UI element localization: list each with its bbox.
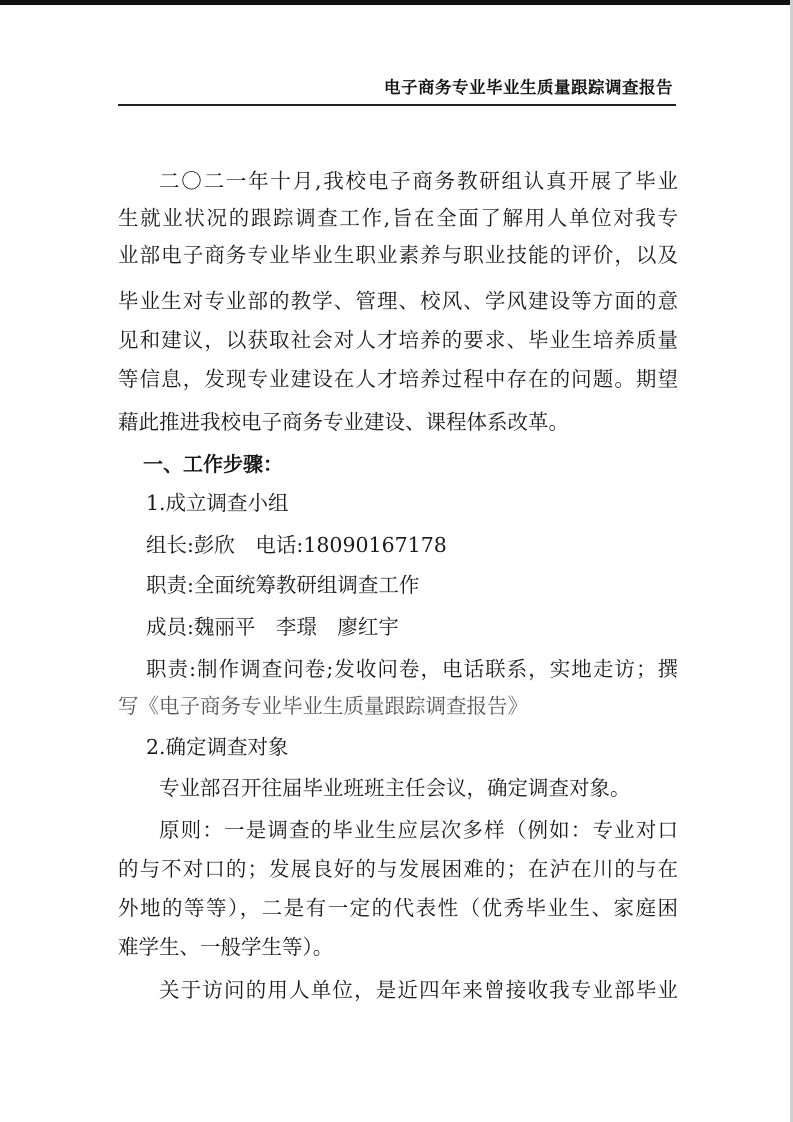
page-header-title: 电子商务专业毕业生质量跟踪调查报告	[384, 78, 673, 97]
step-2-title: 2.确定调查对象	[146, 735, 289, 759]
leader-duty: 职责:全面统筹教研组调查工作	[146, 573, 420, 597]
step-2-line-6: 关于访问的用人单位，是近四年来曾接收我专业部毕业	[159, 978, 678, 1002]
intro-line-1: 二〇二一年十月,我校电子商务教研组认真开展了毕业	[159, 169, 678, 193]
section-heading-work-steps: 一、工作步骤：	[143, 452, 283, 476]
intro-line-2: 生就业状况的跟踪调查工作,旨在全面了解用人单位对我专	[118, 206, 678, 230]
members-duty-line-1: 职责:制作调查问卷;发收问卷，电话联系，实地走访；撰	[146, 657, 678, 681]
members-line: 成员:魏丽平 李璟 廖红宇	[146, 615, 399, 639]
step-2-line-5: 难学生、一般学生等）。	[118, 935, 334, 959]
step-1-title: 1.成立调查小组	[146, 491, 289, 515]
leader-line: 组长:彭欣 电话:18090167178	[146, 533, 447, 557]
intro-line-7: 藉此推进我校电子商务专业建设、课程体系改革。	[118, 410, 569, 434]
step-2-line-4: 外地的等等），二是有一定的代表性（优秀毕业生、家庭困	[118, 896, 678, 920]
intro-line-6: 等信息，发现专业建设在人才培养过程中存在的问题。期望	[118, 367, 678, 391]
intro-line-4: 毕业生对专业部的教学、管理、校风、学风建设等方面的意	[118, 289, 678, 313]
step-2-line-1: 专业部召开往届毕业班班主任会议，确定调查对象。	[159, 776, 631, 800]
intro-line-3: 业部电子商务专业毕业生职业素养与职业技能的评价，以及	[118, 243, 678, 267]
intro-line-5: 见和建议，以获取社会对人才培养的要求、毕业生培养质量	[118, 328, 678, 352]
header-divider	[118, 104, 676, 106]
step-2-line-2: 原则：一是调查的毕业生应层次多样（例如：专业对口	[159, 818, 678, 842]
members-duty-line-2: 写《电子商务专业毕业生质量跟踪调查报告》	[118, 694, 528, 718]
step-2-line-3: 的与不对口的；发展良好的与发展困难的；在泸在川的与在	[118, 857, 678, 881]
page-top-border	[0, 0, 793, 5]
